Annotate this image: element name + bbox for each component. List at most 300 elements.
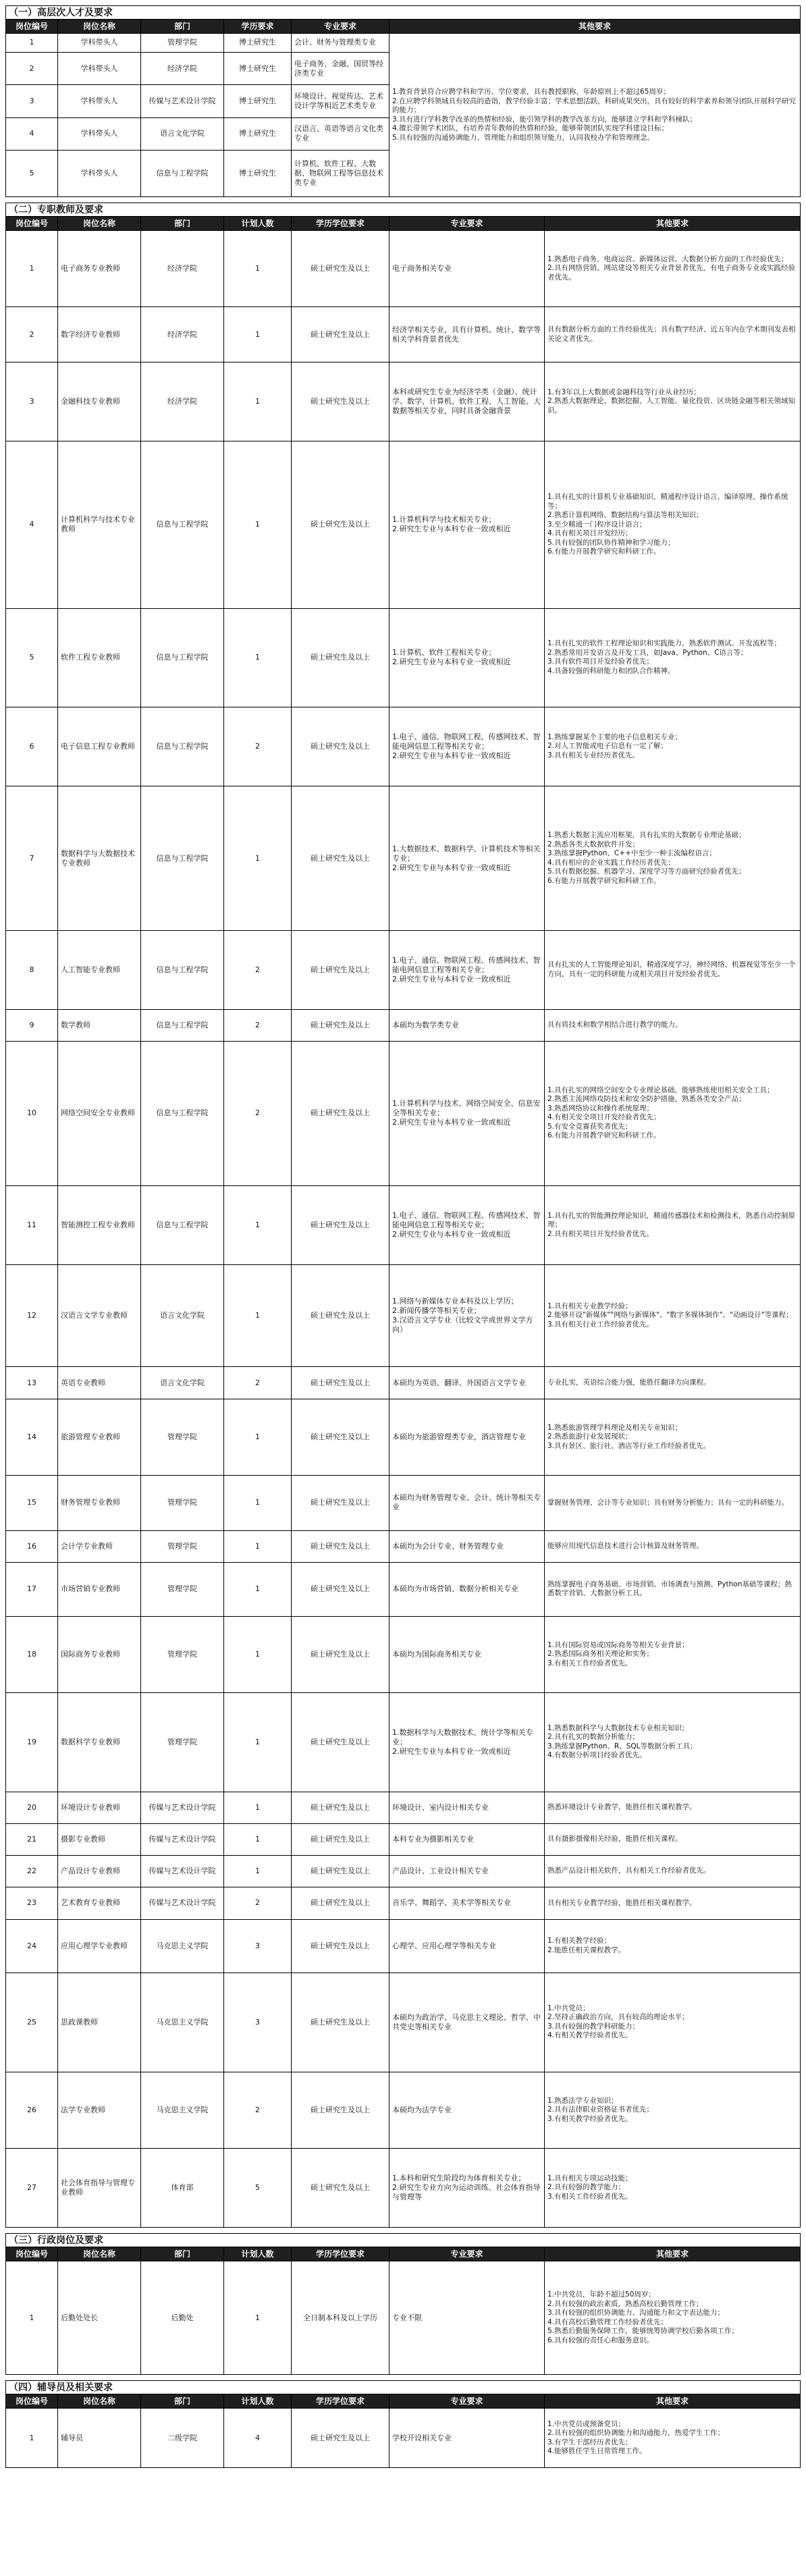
- requirement-line: 4.有数据分析项目经验者优先。: [547, 1751, 647, 1760]
- cell-post-name: 学科带头人: [58, 34, 141, 53]
- requirement-line: 2.熟悉各类大数据软件开发；: [547, 840, 640, 849]
- cell-major: 计算机、软件工程、大数据、物联网工程等信息技术类专业: [292, 151, 389, 197]
- requirement-line: 1.具有相关专项运动技能；: [547, 2174, 633, 2182]
- col-header: 计划人数: [224, 2394, 292, 2409]
- cell-major: 电子商务相关专业: [389, 231, 545, 307]
- cell-major: 本硕均为旅游管理类专业，酒店管理专业: [389, 1399, 545, 1475]
- cell-education: 硕士研究生及以上: [292, 1616, 389, 1692]
- requirement-line: 3.具有软件项目开发经验者优先；: [547, 658, 654, 666]
- cell-other-requirements: [545, 1856, 801, 1887]
- cell-post-no: 4: [6, 441, 58, 608]
- cell-education: 硕士研究生及以上: [292, 1919, 389, 1973]
- cell-major: 音乐学、舞蹈学、美术学等相关专业: [389, 1887, 545, 1919]
- cell-post-no: 25: [6, 1973, 58, 2072]
- cell-education: 硕士研究生及以上: [292, 1264, 389, 1367]
- requirement-line: 1.具有扎实的网络空间安全专业理论基础，能够熟练使用相关安全工具；: [547, 1085, 774, 1094]
- cell-post-name: 学科带头人: [58, 52, 141, 84]
- cell-other-requirements: [545, 2148, 801, 2227]
- cell-department: 经济学院: [141, 231, 224, 307]
- requirement-line: 3.具有进行学科教学改革的热情和经验，能引领学科的教学改革方向，能够建立学科和学科梯队；: [392, 115, 697, 124]
- cell-education: 硕士研究生及以上: [292, 1973, 389, 2072]
- cell-post-no: 8: [6, 930, 58, 1009]
- requirement-line: 3.熟练掌握Python、C++中至少一种主流编程语言；: [547, 849, 716, 858]
- requirement-line: 2.具有网络营销、网站建设等相关专业背景者优先，有电子商务专业或实践经验者优先。: [547, 264, 796, 281]
- cell-education: 硕士研究生及以上: [292, 1856, 389, 1887]
- cell-post-no: 21: [6, 1823, 58, 1855]
- col-header: 学历要求: [224, 20, 292, 34]
- cell-department: 信息与工程学院: [141, 151, 224, 197]
- cell-plan-count: 1: [224, 1616, 292, 1692]
- table-row: [6, 1616, 801, 1692]
- requirement-line: 2.具有法律职业资格证书者优先；: [547, 2105, 654, 2114]
- cell-post-name: 环境设计专业教师: [58, 1792, 141, 1823]
- cell-post-no: 13: [6, 1367, 58, 1399]
- cell-major: 1.大数据技术、数据科学、计算机技术等相关专业； 2.研究生专业与本科专业一致或相近: [389, 786, 545, 931]
- cell-post-no: 5: [6, 608, 58, 707]
- table-row: [6, 1792, 801, 1823]
- cell-other-requirements: [545, 1042, 801, 1186]
- col-header: 学历学位要求: [292, 217, 389, 231]
- requirement-line: 1.熟悉电子商务、电商运营、新媒体运营、大数据分析方面的工作经验优先；: [547, 254, 788, 263]
- requirement-line: 具有扎实的人工智能理论知识，精通深度学习、神经网络、机器视觉等至少一个方向，具有一定的科研能力或相关项目开发经验者优先。: [547, 961, 796, 978]
- table-header-row: [6, 2247, 801, 2261]
- cell-education: 硕士研究生及以上: [292, 608, 389, 707]
- cell-other-requirements: [389, 34, 801, 197]
- cell-other-requirements: [545, 1264, 801, 1367]
- col-header: 部门: [141, 217, 224, 231]
- cell-department: 传媒与艺术设计学院: [141, 1792, 224, 1823]
- cell-plan-count: 4: [224, 2409, 292, 2468]
- cell-major: 本硕均为市场营销、数据分析相关专业: [389, 1563, 545, 1617]
- cell-post-no: 19: [6, 1692, 58, 1792]
- requirement-line: 2.对人工智能或电子信息有一定了解；: [547, 742, 668, 751]
- cell-department: 信息与工程学院: [141, 1185, 224, 1264]
- cell-plan-count: 5: [224, 2148, 292, 2227]
- table-counselor: [5, 2394, 801, 2468]
- cell-department: 管理学院: [141, 1563, 224, 1617]
- requirement-line: 3.具有较强的教学科研能力；: [547, 2022, 640, 2031]
- cell-post-no: 16: [6, 1530, 58, 1562]
- cell-education: 硕士研究生及以上: [292, 2409, 389, 2468]
- col-header: 岗位名称: [58, 2394, 141, 2409]
- cell-department: 管理学院: [141, 34, 224, 53]
- requirement-line: 6.有能力开展教学研究和科研工作。: [547, 876, 661, 885]
- table-row: [6, 707, 801, 786]
- cell-major: 产品设计、工业设计相关专业: [389, 1856, 545, 1887]
- cell-other-requirements: [545, 1367, 801, 1399]
- requirement-line: 熟悉环境设计专业教学，能胜任相关课程教学。: [547, 1802, 697, 1811]
- cell-major: 1.电子、通信、物联网工程、传感网技术、智能电网信息工程等相关专业； 2.研究生专业与本科专业一致或相近: [389, 1185, 545, 1264]
- table-row: [6, 2148, 801, 2227]
- cell-post-no: 2: [6, 307, 58, 363]
- requirement-line: 6.有能力开展教学研究和科研工作。: [547, 547, 661, 556]
- cell-department: 体育部: [141, 2148, 224, 2227]
- cell-department: 管理学院: [141, 1692, 224, 1792]
- requirement-line: 2.具有扎实的数据分析能力；: [547, 1733, 640, 1742]
- col-header: 其他要求: [545, 2247, 801, 2261]
- requirement-line: 1.具有扎实的软件工程理论知识和实践能力，熟悉软件测试、开发流程等；: [547, 639, 782, 648]
- requirement-line: 4.能够胜任学生日常管理工作。: [547, 2447, 647, 2455]
- col-header: 其他要求: [545, 217, 801, 231]
- col-header: 部门: [141, 2247, 224, 2261]
- cell-major: 1.计算机科学与技术相关专业； 2.研究生专业与本科专业一致或相近: [389, 441, 545, 608]
- cell-post-no: 1: [6, 2409, 58, 2468]
- cell-other-requirements: [545, 1009, 801, 1041]
- cell-post-no: 17: [6, 1563, 58, 1617]
- cell-other-requirements: [545, 2261, 801, 2375]
- cell-education: 硕士研究生及以上: [292, 1692, 389, 1792]
- cell-major: 1.电子、通信、物联网工程、传感网技术、智能电网信息工程等相关专业； 2.研究生专业与本科专业一致或相近: [389, 930, 545, 1009]
- requirement-line: 2.在应聘学科领域具有较高的造诣，教学经验丰富；学术思想活跃，科研成果突出，具有较好的科学素养和领导团队开展科学研究的能力；: [392, 97, 797, 114]
- col-header: 学历学位要求: [292, 2247, 389, 2261]
- col-header: 岗位编号: [6, 2247, 58, 2261]
- cell-post-name: 辅导员: [58, 2409, 141, 2468]
- cell-post-no: 5: [6, 151, 58, 197]
- cell-plan-count: 1: [224, 1264, 292, 1367]
- table-row: [6, 1009, 801, 1041]
- cell-education: 硕士研究生及以上: [292, 307, 389, 363]
- cell-post-name: 学科带头人: [58, 85, 141, 117]
- cell-post-name: 艺术教育专业教师: [58, 1887, 141, 1919]
- cell-other-requirements: [545, 1973, 801, 2072]
- cell-major: 1.计算机科学与技术、网络空间安全、信息安全等相关专业； 2.研究生专业与本科专业一致或相近: [389, 1042, 545, 1186]
- requirement-line: 2.具有较强的组织协调能力和沟通能力，热爱学生工作；: [547, 2429, 725, 2437]
- cell-major: 1.电子、通信、物联网工程、传感网技术、智能电网信息工程等相关专业； 2.研究生专业与本科专业一致或相近: [389, 707, 545, 786]
- cell-plan-count: 1: [224, 1399, 292, 1475]
- requirement-line: 4.具有相应的企业实践工作经历者优先；: [547, 858, 675, 867]
- cell-major: 电子商务、金融、国贸等经济类专业: [292, 52, 389, 84]
- cell-department: 管理学院: [141, 1475, 224, 1530]
- cell-education: 硕士研究生及以上: [292, 441, 389, 608]
- requirement-line: 5.具有数据挖掘、机器学习、深度学习等方面研究经验者优先；: [547, 867, 746, 876]
- requirement-line: 5.熟悉后勤服务保障工作，能够统筹协调学校后勤各项工作；: [547, 2327, 739, 2335]
- col-header: 部门: [141, 20, 224, 34]
- cell-post-name: 旅游管理专业教师: [58, 1399, 141, 1475]
- requirement-line: 1.具有国际贸易或国际商务等相关专业背景；: [547, 1640, 689, 1649]
- cell-department: 管理学院: [141, 1399, 224, 1475]
- cell-post-name: 智能测控工程专业教师: [58, 1185, 141, 1264]
- cell-major: 本硕均为财务管理专业、会计、统计等相关专业: [389, 1475, 545, 1530]
- cell-plan-count: 2: [224, 1367, 292, 1399]
- requirement-line: 1.中共党员，年龄不超过50周岁；: [547, 2290, 655, 2299]
- cell-education: 硕士研究生及以上: [292, 707, 389, 786]
- col-header: 岗位编号: [6, 20, 58, 34]
- cell-other-requirements: [545, 1887, 801, 1919]
- table-row: [6, 307, 801, 363]
- requirement-line: 3.具有较强的组织协调能力、沟通能力和文字表达能力；: [547, 2309, 725, 2317]
- table-row: [6, 1185, 801, 1264]
- cell-major: 经济学相关专业，具有计算机、统计、数学等相关学科背景者优先: [389, 307, 545, 363]
- cell-major: 本硕均为数学类专业: [389, 1009, 545, 1041]
- cell-education: 博士研究生: [224, 151, 292, 197]
- cell-plan-count: 1: [224, 1563, 292, 1617]
- requirement-line: 4.具备较强的科研能力和团队合作精神。: [547, 666, 675, 675]
- cell-department: 信息与工程学院: [141, 1009, 224, 1041]
- section-title-4: （四）辅导员及相关要求: [5, 2380, 801, 2394]
- requirement-line: 1.熟悉旅游管理学科理论及相关专业知识；: [547, 1423, 682, 1432]
- cell-post-name: 电子商务专业教师: [58, 231, 141, 307]
- requirement-line: 1.有3年以上大数据或金融科技等行业从业经历；: [547, 387, 701, 396]
- col-header: 岗位编号: [6, 217, 58, 231]
- cell-plan-count: 2: [224, 930, 292, 1009]
- cell-other-requirements: [545, 1475, 801, 1530]
- col-header: 岗位名称: [58, 20, 141, 34]
- cell-major: 心理学、应用心理学等相关专业: [389, 1919, 545, 1973]
- requirement-line: 3.至少精通一门程序设计语言；: [547, 520, 647, 529]
- cell-education: 硕士研究生及以上: [292, 1367, 389, 1399]
- table-row: [6, 1919, 801, 1973]
- requirement-line: 1.熟悉大数据主流应用框架，具有扎实的大数据专业理论基础；: [547, 831, 746, 840]
- cell-other-requirements: [545, 1530, 801, 1562]
- cell-plan-count: 1: [224, 1475, 292, 1530]
- requirement-line: 3.熟练掌握Python、R、SQL等数据分析工具；: [547, 1742, 697, 1750]
- cell-education: 硕士研究生及以上: [292, 363, 389, 441]
- cell-plan-count: 2: [224, 1042, 292, 1186]
- requirement-line: 4.有相关教学经验者优先。: [547, 2031, 633, 2040]
- cell-department: 信息与工程学院: [141, 707, 224, 786]
- requirement-line: 5.具有较强的团队协作精神和学习能力；: [547, 538, 675, 547]
- cell-post-no: 14: [6, 1399, 58, 1475]
- table-admin: [5, 2247, 801, 2375]
- cell-department: 信息与工程学院: [141, 786, 224, 931]
- cell-department: 信息与工程学院: [141, 930, 224, 1009]
- cell-other-requirements: [545, 1823, 801, 1855]
- cell-other-requirements: [545, 363, 801, 441]
- cell-education: 硕士研究生及以上: [292, 786, 389, 931]
- table-row: [6, 1530, 801, 1562]
- requirement-line: 2.熟悉主流网络攻防技术和安全防护措施，熟悉各类安全产品；: [547, 1095, 746, 1104]
- cell-education: 博士研究生: [224, 34, 292, 53]
- cell-post-name: 网络空间安全专业教师: [58, 1042, 141, 1186]
- table-row: [6, 1399, 801, 1475]
- requirement-line: 熟悉产品设计相关软件，具有相关工作经验者优先。: [547, 1867, 711, 1875]
- cell-major: 本硕均为法学专业: [389, 2072, 545, 2148]
- cell-post-no: 11: [6, 1185, 58, 1264]
- cell-post-no: 6: [6, 707, 58, 786]
- cell-post-no: 22: [6, 1856, 58, 1887]
- cell-plan-count: 3: [224, 1973, 292, 2072]
- table-row: [6, 1367, 801, 1399]
- cell-plan-count: 1: [224, 1530, 292, 1562]
- cell-department: 经济学院: [141, 52, 224, 84]
- col-header: 其他要求: [545, 2394, 801, 2409]
- cell-post-no: 10: [6, 1042, 58, 1186]
- cell-post-no: 12: [6, 1264, 58, 1367]
- cell-post-name: 产品设计专业教师: [58, 1856, 141, 1887]
- cell-plan-count: 1: [224, 1185, 292, 1264]
- cell-plan-count: 1: [224, 1823, 292, 1855]
- col-header: 岗位名称: [58, 2247, 141, 2261]
- requirement-line: 4.擅长带领学术团队，有培养青年教师的热情和经验，能够带领团队实现学科建设目标；: [392, 124, 669, 132]
- cell-education: 硕士研究生及以上: [292, 1475, 389, 1530]
- section-title-3: （三）行政岗位及要求: [5, 2233, 801, 2247]
- section-title-2: （二）专职教师及要求: [5, 203, 801, 216]
- cell-education: 硕士研究生及以上: [292, 1009, 389, 1041]
- cell-post-name: 会计学专业教师: [58, 1530, 141, 1562]
- table-row: [6, 2261, 801, 2375]
- cell-post-name: 社会体育指导与管理专业教师: [58, 2148, 141, 2227]
- requirement-line: 1.具有扎实的智能测控理论知识，精通传感器技术和检测技术，熟悉自动控制原理；: [547, 1211, 796, 1229]
- cell-major: 专业不限: [389, 2261, 545, 2375]
- cell-post-name: 软件工程专业教师: [58, 608, 141, 707]
- cell-department: 马克思主义学院: [141, 2072, 224, 2148]
- requirement-line: 3.有相关工作经验者优先。: [547, 1659, 633, 1667]
- cell-post-name: 汉语言文学专业教师: [58, 1264, 141, 1367]
- table-row: [6, 1475, 801, 1530]
- requirement-line: 2.熟悉计算机网络、数据结构与算法等相关知识；: [547, 511, 703, 520]
- table-row: [6, 786, 801, 931]
- cell-major: 环境设计、视觉传达、艺术设计学等相近艺术类专业: [292, 85, 389, 117]
- cell-post-name: 金融科技专业教师: [58, 363, 141, 441]
- cell-post-name: 数据科学专业教师: [58, 1692, 141, 1792]
- cell-other-requirements: [545, 231, 801, 307]
- cell-education: 硕士研究生及以上: [292, 1185, 389, 1264]
- requirement-line: 6.具有较强的责任心和服务意识。: [547, 2336, 654, 2344]
- requirement-line: 3.具有相关行业工作经验者优先。: [547, 1320, 654, 1329]
- cell-major: 1.计算机、软件工程相关专业； 2.研究生专业与本科专业一致或相近: [389, 608, 545, 707]
- table-row: [6, 363, 801, 441]
- cell-major: 1.网络与新媒体专业本科及以上学历； 2.新闻传播学等相关专业； 3.汉语言文学专业（比较文学或世界文学方向）: [389, 1264, 545, 1367]
- requirement-line: 2.熟悉旅游行业发展现状；: [547, 1432, 633, 1441]
- cell-education: 硕士研究生及以上: [292, 1042, 389, 1186]
- cell-plan-count: 1: [224, 307, 292, 363]
- table-row: [6, 930, 801, 1009]
- cell-post-name: 学科带头人: [58, 117, 141, 150]
- requirement-line: 具有将技术和数学相结合进行教学的能力。: [547, 1021, 682, 1029]
- cell-major: 本科或研究生专业为经济学类（金融）、统计学、数学、计算机、软件工程、人工智能、大数据等相关专业，同时具备金融背景: [389, 363, 545, 441]
- requirement-line: 专业扎实，英语综合能力强，能胜任翻译方向课程。: [547, 1378, 711, 1387]
- table-header-row: [6, 20, 801, 34]
- table-row: [6, 1042, 801, 1186]
- cell-other-requirements: [545, 1692, 801, 1792]
- requirement-line: 1.熟悉法学专业知识；: [547, 2096, 618, 2105]
- cell-post-name: 电子信息工程专业教师: [58, 707, 141, 786]
- cell-plan-count: 2: [224, 707, 292, 786]
- cell-education: 硕士研究生及以上: [292, 930, 389, 1009]
- table-teachers: [5, 216, 801, 2228]
- cell-post-name: 市场营销专业教师: [58, 1563, 141, 1617]
- cell-post-name: 计算机科学与技术专业教师: [58, 441, 141, 608]
- cell-plan-count: 3: [224, 1919, 292, 1973]
- cell-education: 博士研究生: [224, 85, 292, 117]
- requirement-line: 2.能够开设"新媒体""网络与新媒体"、"数字多媒体制作"、"动画设计"等课程；: [547, 1311, 793, 1320]
- cell-post-no: 23: [6, 1887, 58, 1919]
- cell-major: 本硕均为英语、翻译、外国语言文学专业: [389, 1367, 545, 1399]
- cell-department: 后勤处: [141, 2261, 224, 2375]
- cell-other-requirements: [545, 1616, 801, 1692]
- col-header: 专业要求: [292, 20, 389, 34]
- table-row: [6, 1563, 801, 1617]
- cell-education: 博士研究生: [224, 117, 292, 150]
- table-row: [6, 2409, 801, 2468]
- cell-post-name: 数学教师: [58, 1009, 141, 1041]
- cell-department: 经济学院: [141, 307, 224, 363]
- cell-post-name: 摄影专业教师: [58, 1823, 141, 1855]
- cell-department: 信息与工程学院: [141, 1042, 224, 1186]
- col-header: 部门: [141, 2394, 224, 2409]
- cell-plan-count: 1: [224, 2261, 292, 2375]
- cell-other-requirements: [545, 2072, 801, 2148]
- table-high-level-talent: [5, 19, 801, 197]
- cell-department: 马克思主义学院: [141, 1919, 224, 1973]
- requirement-line: 具有摄影摄像相关经验，能胜任相关课程。: [547, 1835, 682, 1844]
- cell-education: 硕士研究生及以上: [292, 1563, 389, 1617]
- cell-plan-count: 1: [224, 608, 292, 707]
- cell-department: 语言文化学院: [141, 117, 224, 150]
- cell-department: 经济学院: [141, 363, 224, 441]
- requirement-line: 4.有相关安全项目开发经验者优先；: [547, 1113, 661, 1122]
- requirement-line: 具有相关专业教学经验，能胜任相关课程教学。: [547, 1898, 697, 1907]
- cell-education: 硕士研究生及以上: [292, 1792, 389, 1823]
- cell-plan-count: 2: [224, 1009, 292, 1041]
- table-row: [6, 1264, 801, 1367]
- cell-other-requirements: [545, 707, 801, 786]
- cell-other-requirements: [545, 307, 801, 363]
- requirement-line: 5.有安全竞赛获奖者优先；: [547, 1122, 633, 1131]
- cell-education: 硕士研究生及以上: [292, 231, 389, 307]
- cell-post-no: 7: [6, 786, 58, 931]
- cell-department: 二级学院: [141, 2409, 224, 2468]
- requirement-line: 1.中共党员或预备党员；: [547, 2419, 626, 2428]
- cell-education: 硕士研究生及以上: [292, 2072, 389, 2148]
- table-row: [6, 2072, 801, 2148]
- cell-post-name: 财务管理专业教师: [58, 1475, 141, 1530]
- cell-post-no: 1: [6, 34, 58, 53]
- requirement-line: 具有数据分析方面的工作经验优先；具有数字经济、近五年内在学术期刊发表相关论文者优先。: [547, 325, 796, 343]
- cell-post-no: 1: [6, 2261, 58, 2375]
- cell-post-no: 26: [6, 2072, 58, 2148]
- cell-education: 硕士研究生及以上: [292, 1530, 389, 1562]
- cell-plan-count: 2: [224, 2072, 292, 2148]
- col-header: 岗位编号: [6, 2394, 58, 2409]
- cell-department: 语言文化学院: [141, 1367, 224, 1399]
- cell-other-requirements: [545, 786, 801, 931]
- requirement-line: 4.具有相关项目开发经历；: [547, 529, 633, 538]
- col-header: 专业要求: [389, 2247, 545, 2261]
- cell-major: 环境设计、室内设计相关专业: [389, 1792, 545, 1823]
- requirement-line: 2.能胜任相关课程教学。: [547, 1946, 626, 1954]
- requirement-line: 5.具有较强的沟通协调能力、管理能力和组织领导能力，认同我校办学和管理理念。: [392, 133, 655, 142]
- cell-post-no: 24: [6, 1919, 58, 1973]
- requirement-line: 2.具有较强的教学能力；: [547, 2183, 626, 2192]
- cell-post-no: 9: [6, 1009, 58, 1041]
- requirement-line: 3.有学生干部经历者优先；: [547, 2438, 633, 2446]
- cell-other-requirements: [545, 1399, 801, 1475]
- requirement-line: 2.具有较强的政治素质，熟悉高校后勤管理工作；: [547, 2299, 703, 2308]
- cell-other-requirements: [545, 1185, 801, 1264]
- cell-post-no: 3: [6, 363, 58, 441]
- cell-department: 信息与工程学院: [141, 441, 224, 608]
- requirement-line: 3.有相关工作经验者优先。: [547, 2192, 633, 2201]
- col-header: 其他要求: [389, 20, 801, 34]
- section-title-1: （一）高层次人才及要求: [5, 5, 801, 19]
- cell-education: 硕士研究生及以上: [292, 2148, 389, 2227]
- cell-plan-count: 2: [224, 1887, 292, 1919]
- cell-plan-count: 1: [224, 786, 292, 931]
- table-header-row: [6, 2394, 801, 2409]
- col-header: 计划人数: [224, 217, 292, 231]
- table-row: [6, 1887, 801, 1919]
- requirement-line: 2.熟悉常用开发语言及开发工具，如Java、Python、C语言等；: [547, 648, 748, 657]
- cell-other-requirements: [545, 930, 801, 1009]
- cell-other-requirements: [545, 441, 801, 608]
- cell-plan-count: 1: [224, 1792, 292, 1823]
- cell-department: 传媒与艺术设计学院: [141, 1823, 224, 1855]
- cell-major: 1.本科和研究生阶段均为体育相关专业； 2.研究生专业方向为运动训练、社会体育指导与管理等: [389, 2148, 545, 2227]
- cell-department: 传媒与艺术设计学院: [141, 1856, 224, 1887]
- table-row: [6, 1856, 801, 1887]
- cell-major: 会计、财务与管理类专业: [292, 34, 389, 53]
